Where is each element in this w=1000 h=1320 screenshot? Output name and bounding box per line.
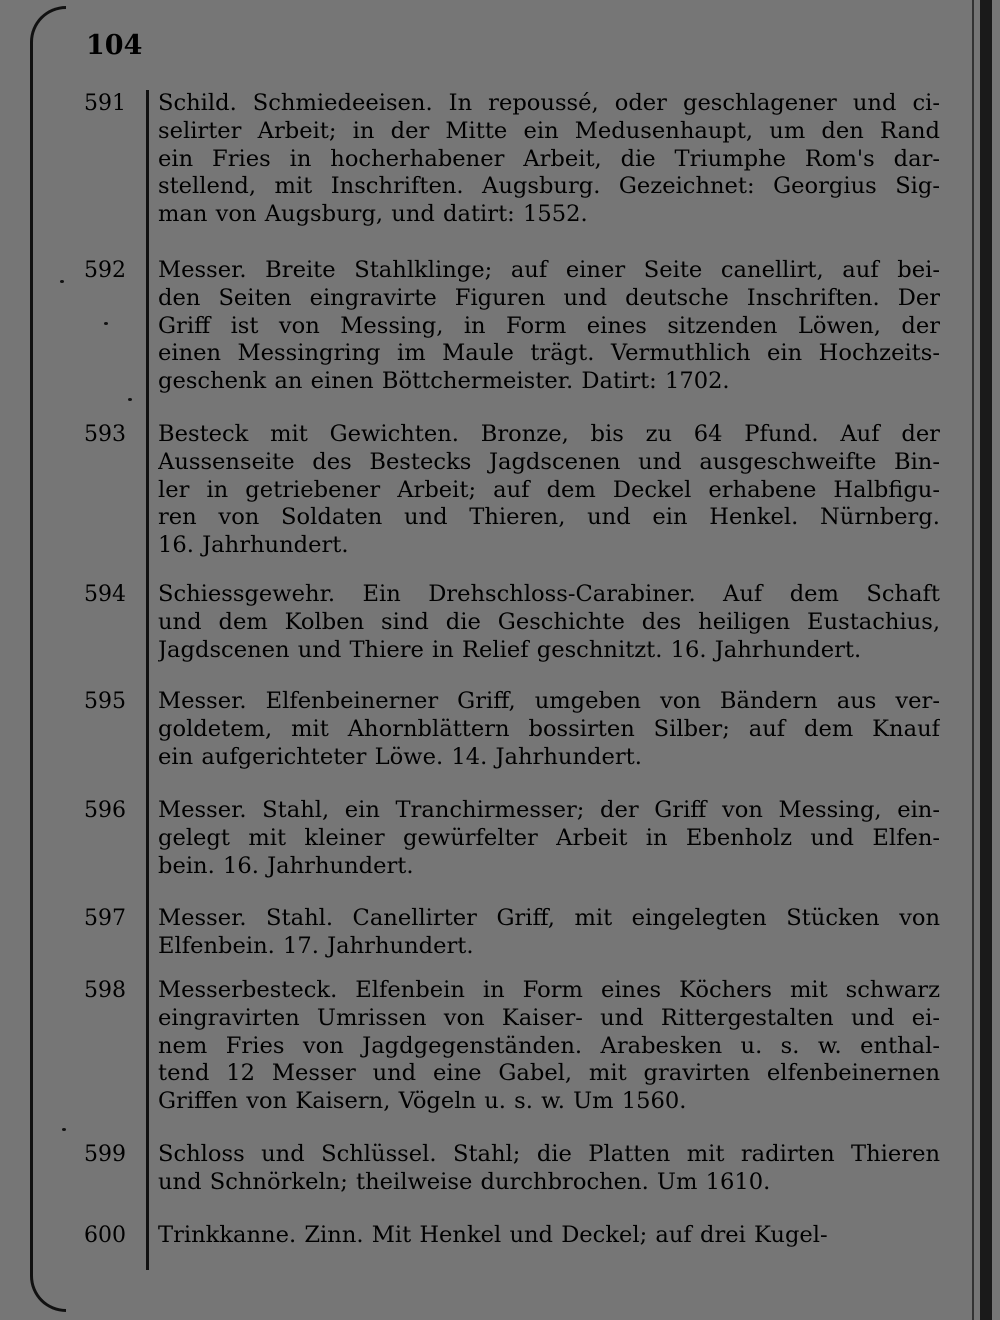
scan-speck — [128, 398, 132, 401]
entry-line: gelegt mit kleiner gewürfelter Arbeit in Ebenholz und Elfen- — [158, 824, 940, 851]
entry-line: Trinkkanne. Zinn. Mit Henkel und Deckel; auf drei Kugel- — [158, 1222, 828, 1248]
entry-description — [158, 1141, 940, 1197]
entry-line: eingravirten Umrissen von Kaiser- und Rittergestalten und ei- — [158, 1004, 940, 1031]
page-curl-border — [30, 6, 66, 1312]
entry-description — [158, 977, 940, 1116]
entry-number: 592 — [84, 258, 126, 283]
entry-line: stellend, mit Inschriften. Augsburg. Gezeichnet: Georgius Sig- — [158, 173, 940, 200]
entry-line: 16. Jahrhundert. — [158, 532, 349, 559]
entry-number: 595 — [84, 689, 126, 714]
entry-line: Griff ist von Messing, in Form eines sitzenden Löwen, der — [158, 312, 940, 339]
entry-description — [158, 905, 940, 961]
entry-line: selirter Arbeit; in der Mitte ein Medusenhaupt, um den Rand — [158, 117, 940, 144]
entry-description — [158, 581, 940, 664]
entry-line: bein. 16. Jahrhundert. — [158, 852, 414, 879]
entry-line: Schild. Schmiedeeisen. In repoussé, oder geschlagener und ci- — [158, 90, 940, 116]
entry-line: Elfenbein. 17. Jahrhundert. — [158, 932, 474, 959]
entry-line: tend 12 Messer und eine Gabel, mit gravirten elfenbeinernen — [158, 1060, 940, 1087]
entry-description — [158, 257, 940, 396]
entry-line: geschenk an einen Böttchermeister. Datirt: 1702. — [158, 368, 730, 395]
entry-number: 600 — [84, 1223, 126, 1248]
page-edge-shadow — [980, 0, 992, 1320]
entry-line: ler in getriebener Arbeit; auf dem Deckel erhabene Halbfigu- — [158, 476, 940, 503]
page-edge-line — [972, 0, 974, 1320]
scan-speck — [62, 1128, 66, 1131]
entry-description — [158, 90, 940, 229]
entry-line: Schloss und Schlüssel. Stahl; die Platten mit radirten Thieren — [158, 1141, 940, 1167]
entry-description — [158, 797, 940, 880]
entry-line: Aussenseite des Bestecks Jagdscenen und ausgeschweifte Bin- — [158, 448, 940, 475]
entry-description — [158, 421, 940, 560]
scan-speck — [60, 280, 64, 283]
entry-line: und dem Kolben sind die Geschichte des heiligen Eustachius, — [158, 608, 940, 635]
entry-number: 598 — [84, 978, 126, 1003]
column-rule — [146, 90, 149, 1270]
entry-line: ein aufgerichteter Löwe. 14. Jahrhundert. — [158, 743, 642, 770]
entry-number: 593 — [84, 422, 126, 447]
entry-line: ren von Soldaten und Thieren, und ein Henkel. Nürnberg. — [158, 504, 940, 531]
entry-line: man von Augsburg, und datirt: 1552. — [158, 201, 588, 228]
entry-number: 596 — [84, 798, 126, 823]
entry-line: Besteck mit Gewichten. Bronze, bis zu 64 Pfund. Auf der — [158, 421, 940, 447]
entry-line: Messer. Stahl, ein Tranchirmesser; der Griff von Messing, ein- — [158, 797, 940, 823]
entry-line: einen Messingring im Maule trägt. Vermuthlich ein Hochzeits- — [158, 340, 940, 367]
page-number: 104 — [86, 30, 143, 61]
entry-line: den Seiten eingravirte Figuren und deutsche Inschriften. Der — [158, 284, 940, 311]
entry-number: 599 — [84, 1142, 126, 1167]
entry-line: Messerbesteck. Elfenbein in Form eines Köchers mit schwarz — [158, 977, 940, 1003]
scan-speck — [104, 322, 108, 325]
entry-line: Messer. Stahl. Canellirter Griff, mit eingelegten Stücken von — [158, 905, 940, 931]
entry-line: Messer. Elfenbeinerner Griff, umgeben von Bändern aus ver- — [158, 688, 940, 714]
entry-line: nem Fries von Jagdgegenständen. Arabesken u. s. w. enthal- — [158, 1032, 940, 1059]
entry-number: 597 — [84, 906, 126, 931]
entry-line: und Schnörkeln; theilweise durchbrochen. Um 1610. — [158, 1168, 771, 1195]
entry-description — [158, 688, 940, 771]
entry-number: 591 — [84, 91, 126, 116]
entry-line: Griffen von Kaisern, Vögeln u. s. w. Um 1560. — [158, 1088, 687, 1115]
entry-line: Schiessgewehr. Ein Drehschloss-Carabiner. Auf dem Schaft — [158, 581, 940, 607]
entry-number: 594 — [84, 582, 126, 607]
entry-line: Jagdscenen und Thiere in Relief geschnitzt. 16. Jahrhundert. — [158, 636, 862, 663]
entry-line: Messer. Breite Stahlklinge; auf einer Seite canellirt, auf bei- — [158, 257, 940, 283]
entry-line: goldetem, mit Ahornblättern bossirten Silber; auf dem Knauf — [158, 715, 940, 742]
entry-line: ein Fries in hocherhabener Arbeit, die Triumphe Rom's dar- — [158, 145, 940, 172]
entry-description — [158, 1222, 940, 1250]
